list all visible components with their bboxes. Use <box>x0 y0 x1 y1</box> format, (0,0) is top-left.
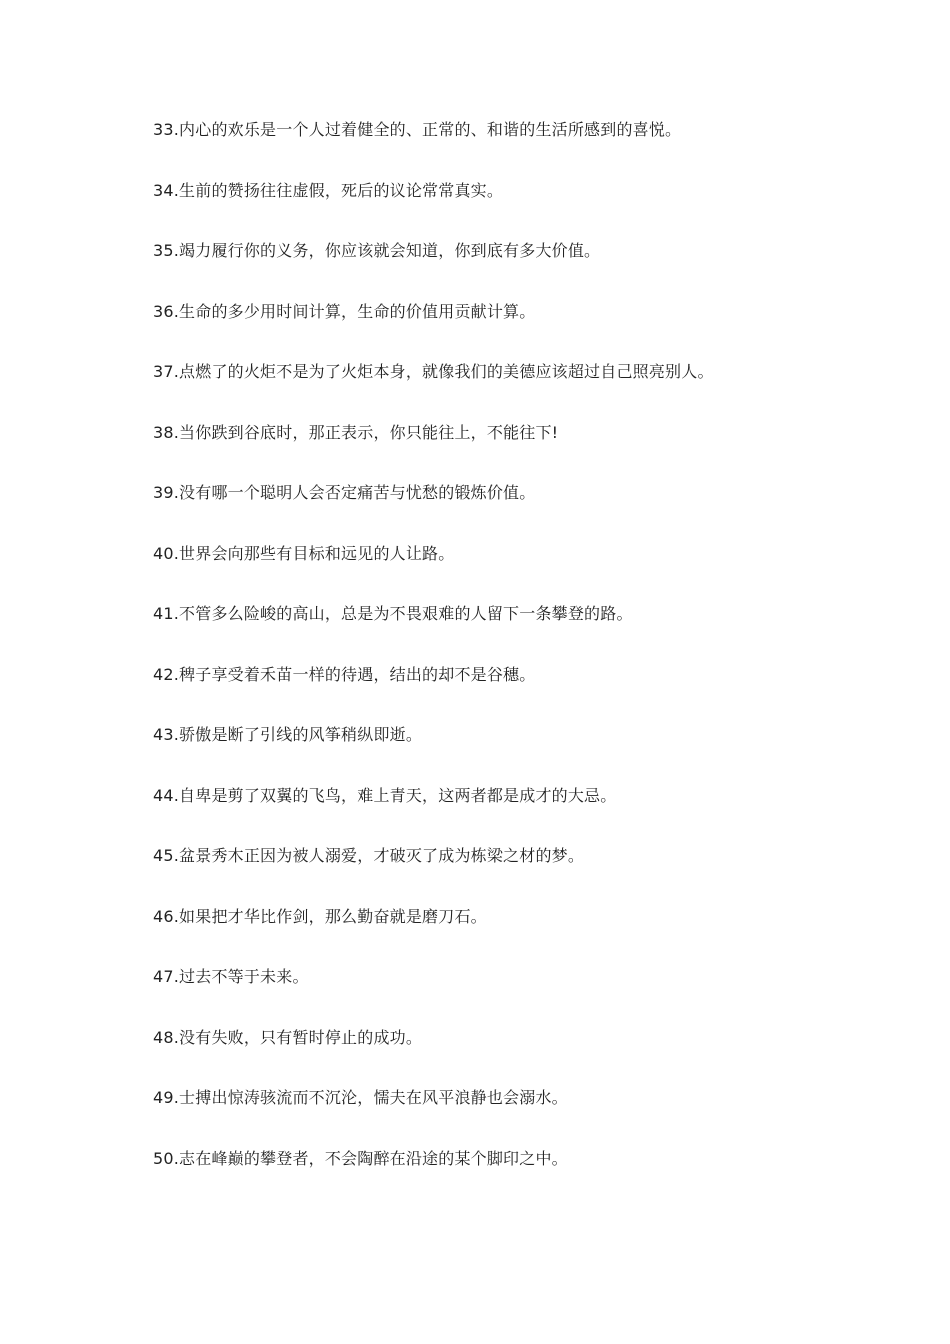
quote-48: 48.没有失败，只有暂时停止的成功。 <box>153 1027 423 1047</box>
quote-47: 47.过去不等于未来。 <box>153 967 309 986</box>
quote-list <box>153 118 893 1207</box>
quote-40: 40.世界会向那些有目标和远见的人让路。 <box>153 543 455 563</box>
quote-50: 50.志在峰巅的攀登者，不会陶醉在沿途的某个脚印之中。 <box>153 1148 568 1168</box>
quote-33: 33.内心的欢乐是一个人过着健全的、正常的、和谐的生活所感到的喜悦。 <box>153 120 682 139</box>
quote-41: 41.不管多么险峻的高山，总是为不畏艰难的人留下一条攀登的路。 <box>153 604 633 623</box>
quote-43: 43.骄傲是断了引线的风筝稍纵即逝。 <box>153 725 423 744</box>
quote-36: 36.生命的多少用时间计算，生命的价值用贡献计算。 <box>153 301 536 321</box>
quote-35: 35.竭力履行你的义务，你应该就会知道，你到底有多大价值。 <box>153 241 601 260</box>
quote-34: 34.生前的赞扬往往虚假，死后的议论常常真实。 <box>153 180 504 200</box>
quote-42: 42.稗子享受着禾苗一样的待遇，结出的却不是谷穗。 <box>153 664 536 684</box>
quote-38: 38.当你跌到谷底时，那正表示，你只能往上，不能往下! <box>153 422 559 442</box>
quote-37: 37.点燃了的火炬不是为了火炬本身，就像我们的美德应该超过自己照亮别人。 <box>153 362 714 381</box>
quote-45: 45.盆景秀木正因为被人溺爱，才破灭了成为栋梁之材的梦。 <box>153 846 585 865</box>
quote-39: 39.没有哪一个聪明人会否定痛苦与忧愁的锻炼价值。 <box>153 483 536 502</box>
quote-49: 49.士搏出惊涛骇流而不沉沦，懦夫在风平浪静也会溺水。 <box>153 1088 568 1107</box>
quote-46: 46.如果把才华比作剑，那么勤奋就是磨刀石。 <box>153 906 487 926</box>
quote-44: 44.自卑是剪了双翼的飞鸟，难上青天，这两者都是成才的大忌。 <box>153 785 617 805</box>
